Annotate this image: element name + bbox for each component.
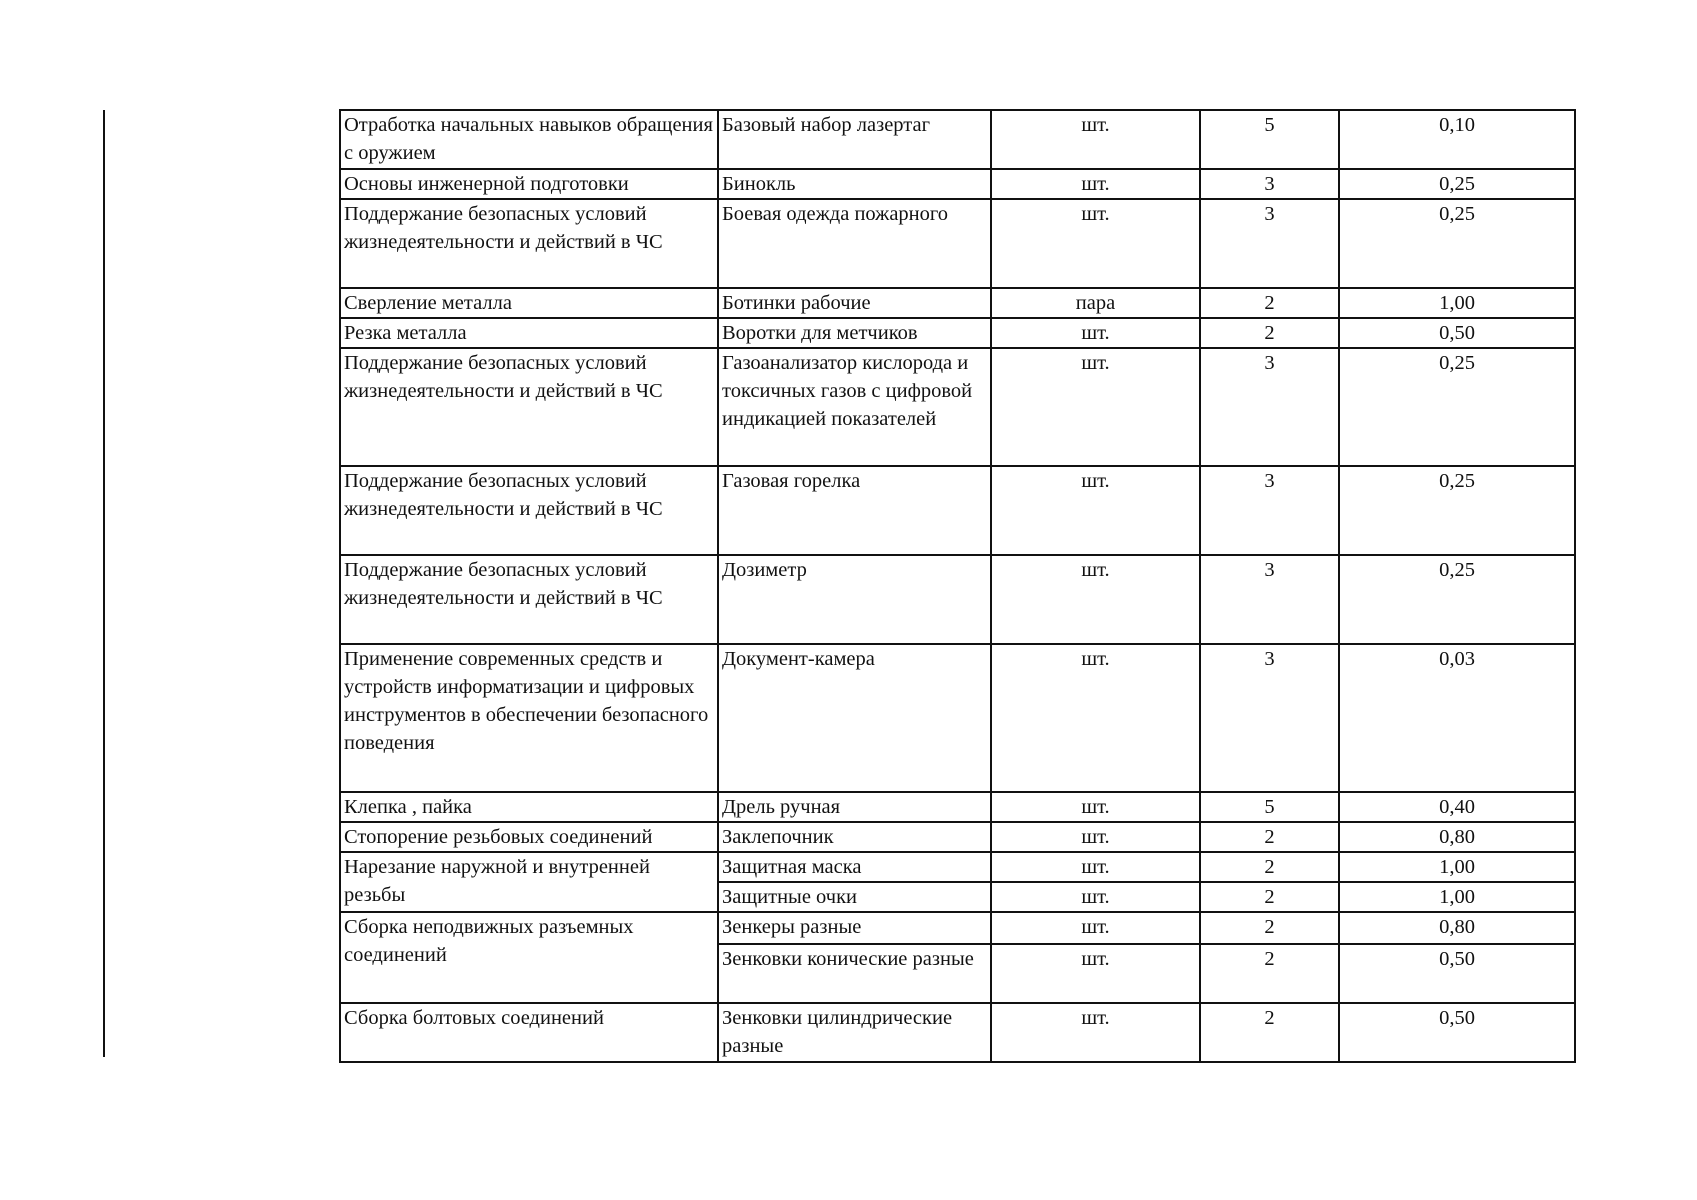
item-cell: Бинокль: [718, 169, 991, 199]
activity-cell: Отработка начальных навыков обращения с оружием: [340, 110, 718, 169]
unit-cell: шт.: [991, 912, 1200, 944]
quantity-cell: 2: [1200, 288, 1339, 318]
quantity-cell: 3: [1200, 555, 1339, 644]
quantity-cell: 3: [1200, 199, 1339, 288]
item-cell: Боевая одежда пожарного: [718, 199, 991, 288]
table-row: [340, 110, 1575, 169]
unit-cell: шт.: [991, 318, 1200, 348]
unit-cell: шт.: [991, 644, 1200, 792]
norm-cell: 1,00: [1339, 288, 1575, 318]
norm-cell: 0,03: [1339, 644, 1575, 792]
table-row: [340, 644, 1575, 792]
unit-cell: шт.: [991, 822, 1200, 852]
table-row: [340, 348, 1575, 466]
quantity-cell: 3: [1200, 169, 1339, 199]
item-cell: Зенкеры разные: [718, 912, 991, 944]
item-cell: Газоанализатор кислорода и токсичных газов с цифровой индикацией показателей: [718, 348, 991, 466]
unit-cell: шт.: [991, 169, 1200, 199]
unit-cell: шт.: [991, 555, 1200, 644]
quantity-cell: 2: [1200, 944, 1339, 1003]
activity-cell: Поддержание безопасных условий жизнедеятельности и действий в ЧС: [340, 199, 718, 288]
activity-cell: Поддержание безопасных условий жизнедеятельности и действий в ЧС: [340, 466, 718, 555]
quantity-cell: 2: [1200, 1003, 1339, 1062]
norm-cell: 0,25: [1339, 466, 1575, 555]
table-row: [340, 466, 1575, 555]
activity-cell: Применение современных средств и устройств информатизации и цифровых инструментов в обеспечении безопасного поведения: [340, 644, 718, 792]
quantity-cell: 3: [1200, 466, 1339, 555]
quantity-cell: 2: [1200, 882, 1339, 912]
unit-cell: шт.: [991, 882, 1200, 912]
norm-cell: 0,25: [1339, 555, 1575, 644]
norm-cell: 0,25: [1339, 199, 1575, 288]
quantity-cell: 5: [1200, 792, 1339, 822]
norm-cell: 0,50: [1339, 318, 1575, 348]
activity-cell: Нарезание наружной и внутренней резьбы: [340, 852, 718, 912]
norm-cell: 0,50: [1339, 1003, 1575, 1062]
table-row: [340, 912, 1575, 944]
unit-cell: шт.: [991, 466, 1200, 555]
quantity-cell: 5: [1200, 110, 1339, 169]
unit-cell: шт.: [991, 852, 1200, 882]
norm-cell: 1,00: [1339, 882, 1575, 912]
quantity-cell: 2: [1200, 822, 1339, 852]
unit-cell: шт.: [991, 1003, 1200, 1062]
quantity-cell: 2: [1200, 852, 1339, 882]
activity-cell: Сборка болтовых соединений: [340, 1003, 718, 1062]
norm-cell: 0,10: [1339, 110, 1575, 169]
activity-cell: Стопорение резьбовых соединений: [340, 822, 718, 852]
activity-cell: Поддержание безопасных условий жизнедеятельности и действий в ЧС: [340, 555, 718, 644]
item-cell: Дрель ручная: [718, 792, 991, 822]
activity-cell: Основы инженерной подготовки: [340, 169, 718, 199]
table-row: [340, 555, 1575, 644]
item-cell: Заклепочник: [718, 822, 991, 852]
item-cell: Документ-камера: [718, 644, 991, 792]
norm-cell: 0,80: [1339, 822, 1575, 852]
norm-cell: 1,00: [1339, 852, 1575, 882]
activity-cell: Резка металла: [340, 318, 718, 348]
table-row: [340, 199, 1575, 288]
table-row: [340, 318, 1575, 348]
norm-cell: 0,80: [1339, 912, 1575, 944]
table-row: [340, 1003, 1575, 1062]
quantity-cell: 3: [1200, 348, 1339, 466]
equipment-table: [339, 109, 1576, 1063]
unit-cell: пара: [991, 288, 1200, 318]
unit-cell: шт.: [991, 199, 1200, 288]
unit-cell: шт.: [991, 944, 1200, 1003]
quantity-cell: 2: [1200, 318, 1339, 348]
table-row: [340, 169, 1575, 199]
item-cell: Воротки для метчиков: [718, 318, 991, 348]
item-cell: Зенковки конические разные: [718, 944, 991, 1003]
table-row: [340, 792, 1575, 822]
activity-cell: Сверление металла: [340, 288, 718, 318]
activity-cell: Клепка , пайка: [340, 792, 718, 822]
item-cell: Базовый набор лазертаг: [718, 110, 991, 169]
item-cell: Газовая горелка: [718, 466, 991, 555]
quantity-cell: 3: [1200, 644, 1339, 792]
norm-cell: 0,40: [1339, 792, 1575, 822]
unit-cell: шт.: [991, 792, 1200, 822]
item-cell: Зенковки цилиндрические разные: [718, 1003, 991, 1062]
table-row: [340, 822, 1575, 852]
activity-cell: Поддержание безопасных условий жизнедеятельности и действий в ЧС: [340, 348, 718, 466]
item-cell: Защитные очки: [718, 882, 991, 912]
item-cell: Защитная маска: [718, 852, 991, 882]
page-margin-rule: [103, 110, 105, 1057]
activity-cell: Сборка неподвижных разъемных соединений: [340, 912, 718, 1003]
item-cell: Ботинки рабочие: [718, 288, 991, 318]
norm-cell: 0,25: [1339, 169, 1575, 199]
unit-cell: шт.: [991, 110, 1200, 169]
quantity-cell: 2: [1200, 912, 1339, 944]
norm-cell: 0,25: [1339, 348, 1575, 466]
unit-cell: шт.: [991, 348, 1200, 466]
item-cell: Дозиметр: [718, 555, 991, 644]
table-row: [340, 288, 1575, 318]
table-row: [340, 852, 1575, 882]
norm-cell: 0,50: [1339, 944, 1575, 1003]
